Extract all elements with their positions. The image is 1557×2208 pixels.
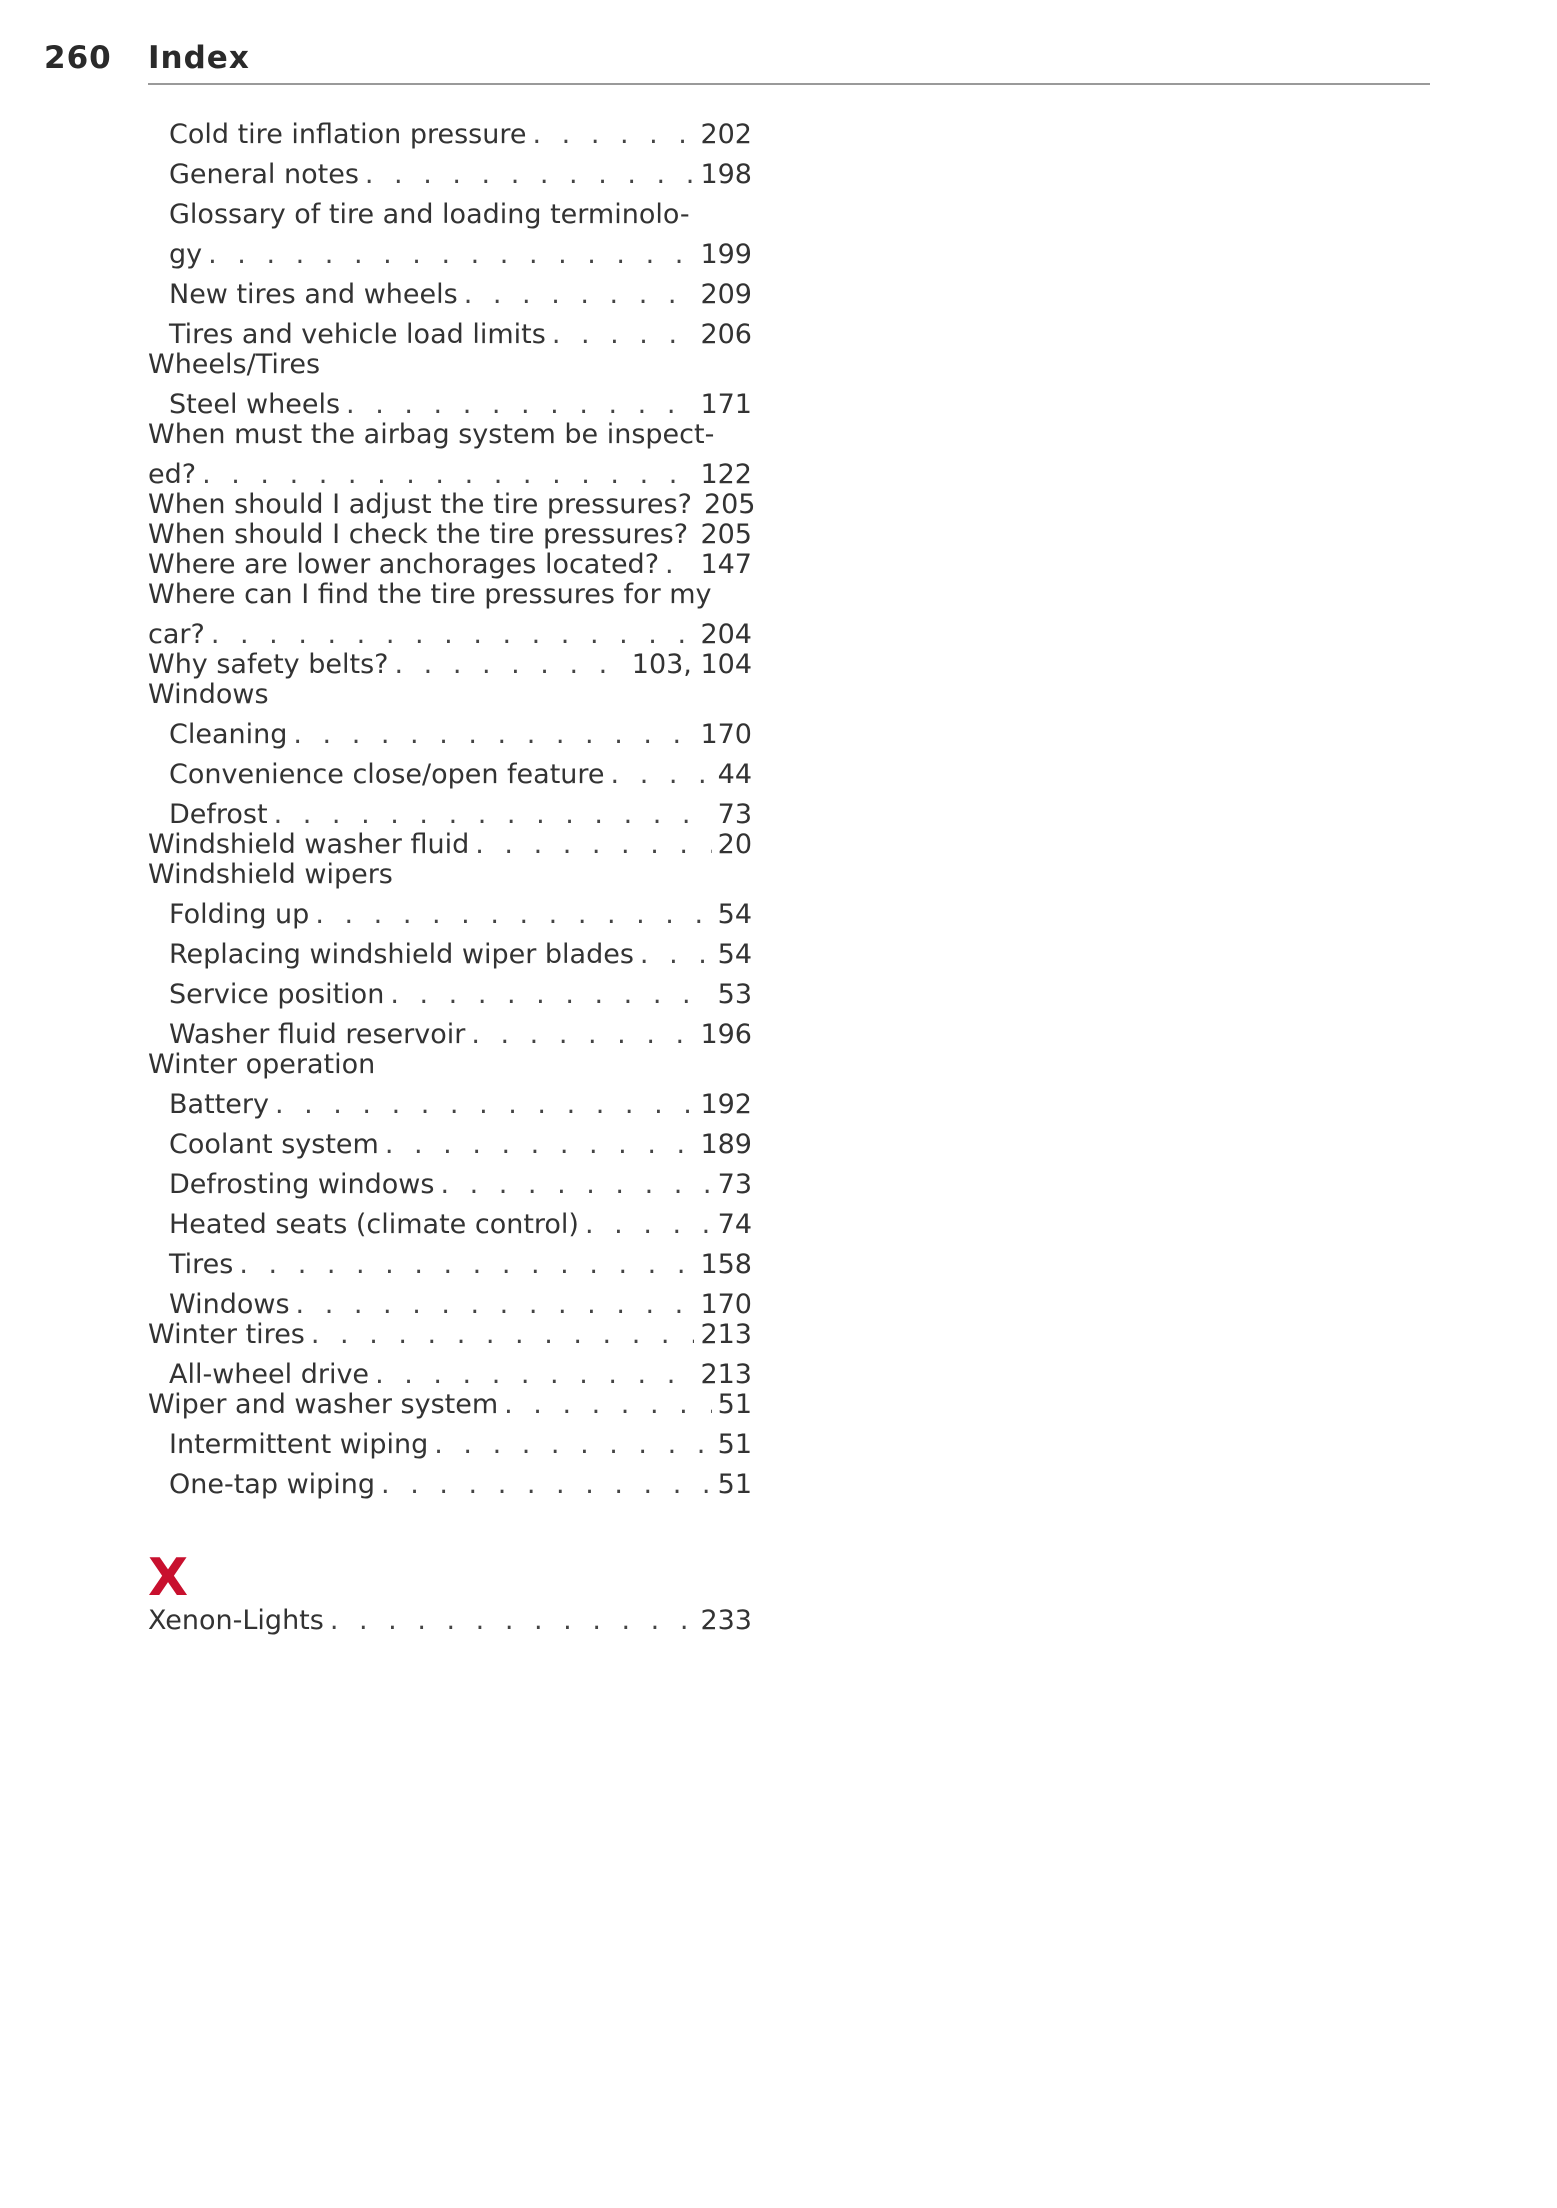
- dot-leader: [381, 1470, 712, 1500]
- page-reference: 204: [700, 619, 752, 650]
- entry-label: Xenon-Lights: [148, 1605, 324, 1636]
- dot-leader: [330, 1606, 695, 1636]
- entry-label: Winter tires: [148, 1319, 305, 1350]
- dot-leader: [202, 460, 694, 490]
- index-subentry: [148, 240, 752, 270]
- dot-leader: [211, 620, 695, 650]
- index-entry: [148, 860, 752, 890]
- entry-label: When must the airbag system be inspect-: [148, 419, 715, 450]
- dot-leader: [440, 1170, 711, 1200]
- page-reference: 51: [717, 1389, 752, 1420]
- index-entry: [148, 489, 756, 520]
- index-subentry: [148, 940, 752, 970]
- entry-label: Tires: [169, 1249, 234, 1280]
- index-entry: [148, 830, 752, 860]
- entry-label: Coolant system: [169, 1129, 379, 1160]
- page-reference: 199: [700, 239, 752, 270]
- index-entry: [148, 1606, 752, 1636]
- page-reference: 54: [717, 899, 752, 930]
- page-reference: 213: [700, 1319, 752, 1350]
- entry-label: Why safety belts?: [148, 649, 389, 680]
- dot-leader: [475, 830, 711, 860]
- entry-label: All-wheel drive: [169, 1359, 370, 1390]
- index-entry: [148, 580, 752, 610]
- dot-leader: [464, 280, 695, 310]
- page-reference: 20: [717, 829, 752, 860]
- page-reference: 51: [717, 1429, 752, 1460]
- page-reference: 233: [700, 1605, 752, 1636]
- header-rule: [148, 83, 1430, 85]
- page-reference: 147: [700, 549, 752, 580]
- entry-label: Cold tire inflation pressure: [169, 119, 527, 150]
- dot-leader: [275, 1090, 695, 1120]
- entry-label: Where can I find the tire pressures for my: [148, 579, 712, 610]
- page-reference: 51: [717, 1469, 752, 1500]
- index-subentry: [148, 160, 752, 190]
- index-subentry: [148, 1290, 752, 1320]
- index-subentry: [148, 1210, 752, 1240]
- dot-leader: [532, 120, 694, 150]
- page-reference: 73: [717, 1169, 752, 1200]
- entry-label: Defrost: [169, 799, 268, 830]
- dot-leader: [293, 720, 694, 750]
- entry-label: Where are lower anchorages located?: [148, 549, 660, 580]
- index-entry: [148, 620, 752, 650]
- index-subentry: [148, 1130, 752, 1160]
- index-entry: [148, 1050, 752, 1080]
- entry-label: Windows: [169, 1289, 290, 1320]
- entry-label: Wiper and washer system: [148, 1389, 499, 1420]
- entry-label: Battery: [169, 1089, 269, 1120]
- index-entry: [148, 650, 752, 680]
- dot-leader: [640, 940, 712, 970]
- index-entry: [148, 460, 752, 490]
- dot-leader: [611, 760, 712, 790]
- entry-label: General notes: [169, 159, 359, 190]
- dot-leader: [315, 900, 711, 930]
- entry-label: Windshield washer fluid: [148, 829, 470, 860]
- index-subentry: [148, 1020, 752, 1050]
- index-subentry: [148, 1360, 752, 1390]
- entry-label: Tires and vehicle load limits: [169, 319, 546, 350]
- page-reference: 213: [700, 1359, 752, 1390]
- index-subentry: [148, 1170, 752, 1200]
- dot-leader: [385, 1130, 695, 1160]
- entry-label: Wheels/Tires: [148, 349, 321, 380]
- dot-leader: [346, 390, 694, 420]
- index-subentry: [148, 1470, 752, 1500]
- index-subentry: [148, 720, 752, 750]
- index-subentry: [148, 760, 752, 790]
- dot-leader: [585, 1210, 712, 1240]
- dot-leader: [311, 1320, 695, 1350]
- page-reference: 158: [700, 1249, 752, 1280]
- page-reference: 122: [700, 459, 752, 490]
- page-reference: 44: [717, 759, 752, 790]
- page-reference: 206: [700, 319, 752, 350]
- entry-label: Steel wheels: [169, 389, 341, 420]
- page-reference: 205: [700, 519, 752, 550]
- page-reference: 209: [700, 279, 752, 310]
- index-subentry: [148, 1090, 752, 1120]
- entry-label: Windows: [148, 679, 269, 710]
- entry-label: car?: [148, 619, 205, 650]
- entry-label: New tires and wheels: [169, 279, 458, 310]
- index-entry: [148, 520, 752, 550]
- page-reference: 54: [717, 939, 752, 970]
- index-entry: [148, 550, 752, 580]
- dot-leader: [552, 320, 695, 350]
- page-reference: 170: [700, 719, 752, 750]
- entry-label: Heated seats (climate control): [169, 1209, 579, 1240]
- dot-leader: [239, 1250, 694, 1280]
- index-subentry: [148, 120, 752, 150]
- index-subentry: [148, 800, 752, 830]
- page-reference: 202: [700, 119, 752, 150]
- page-reference: 73: [717, 799, 752, 830]
- dot-leader: [296, 1290, 695, 1320]
- index-list: [148, 119, 756, 1636]
- index-entry: [148, 420, 752, 450]
- page-reference: 170: [700, 1289, 752, 1320]
- index-subentry: [148, 200, 752, 230]
- entry-label: Convenience close/open feature: [169, 759, 605, 790]
- page-reference: 74: [717, 1209, 752, 1240]
- page-reference: 196: [700, 1019, 752, 1050]
- dot-leader: [471, 1020, 694, 1050]
- dot-leader: [390, 980, 711, 1010]
- page-reference: 171: [700, 389, 752, 420]
- page-number: 260: [44, 40, 112, 76]
- index-entry: [148, 1390, 752, 1420]
- letter-heading: X: [148, 1548, 189, 1608]
- section-title: Index: [148, 40, 250, 76]
- page-reference: 205: [703, 489, 756, 520]
- dot-leader: [394, 650, 625, 680]
- entry-label: When should I adjust the tire pressures?: [148, 489, 692, 520]
- page-reference: 198: [700, 159, 752, 190]
- entry-label: Glossary of tire and loading terminolo-: [169, 199, 690, 230]
- dot-leader: [208, 240, 694, 270]
- index-subentry: [148, 280, 752, 310]
- index-subentry: [148, 320, 752, 350]
- dot-leader: [504, 1390, 712, 1420]
- index-entry: [148, 680, 752, 710]
- page-reference: 192: [700, 1089, 752, 1120]
- entry-label: Cleaning: [169, 719, 288, 750]
- entry-label: gy: [169, 239, 203, 270]
- index-subentry: [148, 1250, 752, 1280]
- dot-leader: [274, 800, 712, 830]
- dot-leader: [365, 160, 695, 190]
- entry-label: ed?: [148, 459, 197, 490]
- page-reference: 189: [700, 1129, 752, 1160]
- dot-leader: [375, 1360, 694, 1390]
- index-entry: [148, 1320, 752, 1350]
- entry-label: Winter operation: [148, 1049, 376, 1080]
- index-subentry: [148, 900, 752, 930]
- page-reference: 103, 104: [631, 649, 752, 680]
- entry-label: Intermittent wiping: [169, 1429, 429, 1460]
- dot-leader: [665, 550, 694, 580]
- entry-label: Defrosting windows: [169, 1169, 435, 1200]
- dot-leader: [434, 1430, 711, 1460]
- index-subentry: [148, 980, 752, 1010]
- entry-label: Replacing windshield wiper blades: [169, 939, 634, 970]
- entry-label: Folding up: [169, 899, 310, 930]
- entry-label: When should I check the tire pressures?: [148, 519, 689, 550]
- entry-label: Windshield wipers: [148, 859, 393, 890]
- index-entry: [148, 350, 752, 380]
- entry-label: Service position: [169, 979, 385, 1010]
- index-subentry: [148, 390, 752, 420]
- entry-label: One-tap wiping: [169, 1469, 376, 1500]
- page-reference: 53: [717, 979, 752, 1010]
- entry-label: Washer fluid reservoir: [169, 1019, 466, 1050]
- index-subentry: [148, 1430, 752, 1460]
